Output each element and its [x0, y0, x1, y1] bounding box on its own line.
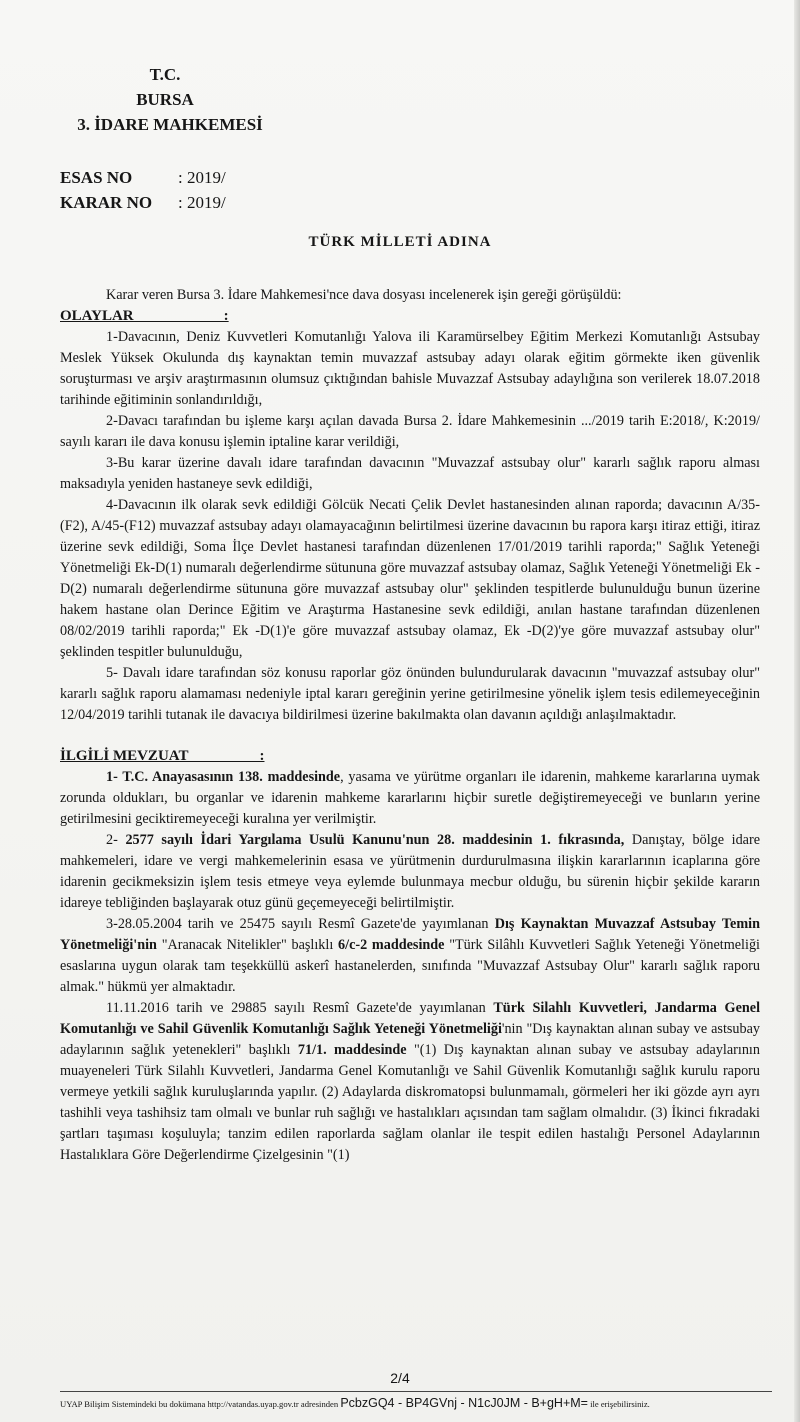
footer-verification-code: PcbzGQ4 - BP4GVnj - N1cJ0JM - B+gH+M=	[340, 1396, 588, 1410]
intro-paragraph: Karar veren Bursa 3. İdare Mahkemesi'nce dava dosyası incelenerek işin gereği görüşüldü:	[106, 287, 622, 303]
header-line-city: BURSA	[136, 90, 194, 109]
mevzuat-p2-text: Danıştay, bölge idare mahkemeleri, idare ve vergi mahkemelerinin esasa ve yürütmenin durdurulmasına ilişkin kararlarının icaplarına göre idarenin gecikmeksizin işlem tesis etmeye veya eylemde bulunmaya mecbur olduğu, bu sürenin hiçbir şekilde kararın idareye tebliğinden başlayarak otuz günü geçemeyeceği belirtilmiştir.	[60, 832, 760, 911]
mevzuat-p2-bold: 2577 sayılı İdari Yargılama Usulü Kanunu'nun 28. maddesinin 1. fıkrasında,	[125, 832, 625, 848]
olaylar-paragraph-4: 4-Davacının ilk olarak sevk edildiği Gölcük Necati Çelik Devlet hastanesinden alınan raporda; davacının A/35-(F2), A/45-(F12) muvazzaf astsubay adayı olamayacağının belirtilmesi üzerine davacının bu rapora karşı itiraz ettiği, itiraz üzerine sevk edildiği, Soma İlçe Devlet hastanesi tarafından düzenlenen 17/01/2019 tarihli raporda;" Sağlık Yeteneği Yönetmeliği Ek-D(1) numaralı değerlendirme sütununa göre muvazzaf astsubay olamaz, Sağlık Yeteneği Yönetmeliği Ek -D(2) numaralı değerlendirme sütununa göre muvazzaf astsubay olur" şeklinden tespitlerde bulunulduğu bunun üzerine hakem hastane olan Derince Eğitim ve Araştırma Hastanesine sevk edildiği, anılan hastane tarafından düzenlenen 08/02/2019 tarihli raporda;" Ek -D(1)'e göre muvazzaf astsubay olamaz, Ek -D(2)'ye göre muvazzaf astsubay olur" şeklinden tespitler bulunulduğu,	[60, 497, 760, 660]
court-header	[0, 62, 330, 137]
mevzuat-p1-bold: 1- T.C. Anayasasının 138. maddesinde	[106, 769, 341, 785]
footer-uyap	[60, 1396, 775, 1410]
mevzuat-paragraph-2	[60, 830, 760, 914]
esas-value: : 2019/	[178, 168, 226, 187]
mevzuat-p2-num: 2-	[106, 832, 126, 848]
karar-label: KARAR NO	[60, 193, 153, 212]
karar-row	[60, 190, 226, 215]
footer-prefix: UYAP Bilişim Sistemindeki bu dokümana http://vatandas.uyap.gov.tr adresinden	[60, 1399, 339, 1409]
mevzuat-p3-bold-1: Dış Kaynaktan Muvazzaf Astsubay Temin Yönetmeliği'nin	[60, 916, 760, 953]
header-line-tc: T.C.	[149, 65, 181, 84]
page-number: 2/4	[390, 1370, 410, 1386]
esas-row	[60, 165, 226, 190]
page-edge-shadow	[794, 0, 800, 1422]
olaylar-paragraph-3: 3-Bu karar üzerine davalı idare tarafından davacının "Muvazzaf astsubay olur" kararlı sağlık raporu alması maksadıyla yeniden hastaneye sevk edildiği,	[60, 455, 760, 492]
case-numbers	[60, 165, 226, 215]
mevzuat-p3-text-a: 3-28.05.2004 tarih ve 25475 sayılı Resmî Gazete'de yayımlanan	[106, 916, 495, 932]
olaylar-paragraph-1: 1-Davacının, Deniz Kuvvetleri Komutanlığı Yalova ili Karamürselbey Eğitim Merkezi Komutanlığı Astsubay Meslek Yüksek Okulunda dış kaynaktan temin muvazzaf astsubay adayı olarak eğitim görmekte iken güvenlik soruşturması ve arşiv araştırmasının olumsuz çıktığından bahisle Muvazzaf Astsubay adaylığına son verilerek 18.07.2018 tarihinde eğitiminin sonlandırıldığı,	[60, 329, 760, 408]
document-body	[60, 285, 760, 1166]
mevzuat-p3-text-b: "Aranacak Nitelikler" başlıklı	[156, 937, 339, 953]
mevzuat-p4-text-b: 'nin "Dış kaynaktan alınan subay ve astsubay adaylarının sağlık yetenekleri" başlıklı	[60, 1021, 760, 1058]
mevzuat-p3-text-c: "Türk Silâhlı Kuvvetleri Sağlık Yeteneği Yönetmeliği esaslarına uygun olarak tam teşekküllü askerî hastanelerden, sınıfında "Muvazzaf Astsubay Olur" kararlı sağlık raporu almak." hükmü yer almaktadır.	[60, 937, 760, 995]
mevzuat-heading: İLGİLİ MEVZUAT :	[60, 748, 265, 764]
olaylar-heading: OLAYLAR :	[60, 308, 229, 324]
document-title: TÜRK MİLLETİ ADINA	[308, 234, 492, 250]
olaylar-paragraph-2: 2-Davacı tarafından bu işleme karşı açılan davada Bursa 2. İdare Mahkemesinin .../2019 tarih E:2018/, K:2019/ sayılı kararı ile dava konusu işlemin iptaline karar verildiği,	[60, 413, 760, 450]
mevzuat-p3-bold-2: 6/c-2 maddesinde	[338, 937, 445, 953]
esas-label: ESAS NO	[60, 168, 133, 187]
mevzuat-paragraph-1	[60, 767, 760, 830]
mevzuat-p4-text-a: 11.11.2016 tarih ve 29885 sayılı Resmî Gazete'de yayımlanan	[106, 1000, 494, 1016]
karar-value: : 2019/	[178, 193, 226, 212]
footer-divider	[60, 1391, 772, 1392]
mevzuat-p4-bold-2: 71/1. maddesinde	[297, 1042, 407, 1058]
mevzuat-p4-text-c: "(1) Dış kaynaktan alınan subay ve astsubay adaylarının muayeneleri Türk Silahlı Kuvvetleri, Jandarma Genel Komutanlığı ve Sahil Güvenlik Komutanlığı sağlık kurulu raporu vermeye yetkili sağlık kuruluşlarında yapılır. (2) Adaylarda diskromatopsi bulunmamalı, görmeleri her iki gözde ayrı ayrı tashihli veya tashihsiz tam olmalı ve bunlar ruh sağlığı ve hastalıkları açısından tam sağlam olmalıdır. (3) İkinci fıkradaki şartları taşıması koşuluyla; tanzim edilen raporlarda sağlam olanlar ile tespit edilen hastalığı Personel Adaylarının Hastalıklara Göre Değerlendirme Çizelgesinin "(1)	[60, 1042, 760, 1163]
mevzuat-p1-text: , yasama ve yürütme organları ile idarenin, mahkeme kararlarına uymak zorunda oldukları, bu organlar ve idarenin mahkeme kararlarını hiçbir suretle değiştiremeyeceği ve bunların yerine getirilmesini geciktiremeyeceği kuralına yer verilmiştir.	[60, 769, 760, 827]
mevzuat-paragraph-3	[60, 914, 760, 998]
header-line-court: 3. İDARE MAHKEMESİ	[77, 115, 263, 134]
mevzuat-p4-bold-1: Türk Silahlı Kuvvetleri, Jandarma Genel Komutanlığı ve Sahil Güvenlik Komutanlığı Sağlık Yeteneği Yönetmeliği	[60, 1000, 761, 1037]
mevzuat-paragraph-4	[60, 998, 760, 1166]
olaylar-paragraph-5: 5- Davalı idare tarafından söz konusu raporlar göz önünden bulundurularak davacının "muvazzaf astsubay olur" kararlı sağlık raporu alamaması nedeniyle iptal kararı gereğinin yerine getirilmesine yönelik işlem tesis edilemeyeceğinin 12/04/2019 tarihli tutanak ile davacıya bildirilmesi üzerine bakılmakta olan davanın açıldığı anlaşılmaktadır.	[60, 665, 760, 723]
footer-suffix: ile erişebilirsiniz.	[590, 1399, 650, 1409]
section-gap	[60, 726, 760, 746]
